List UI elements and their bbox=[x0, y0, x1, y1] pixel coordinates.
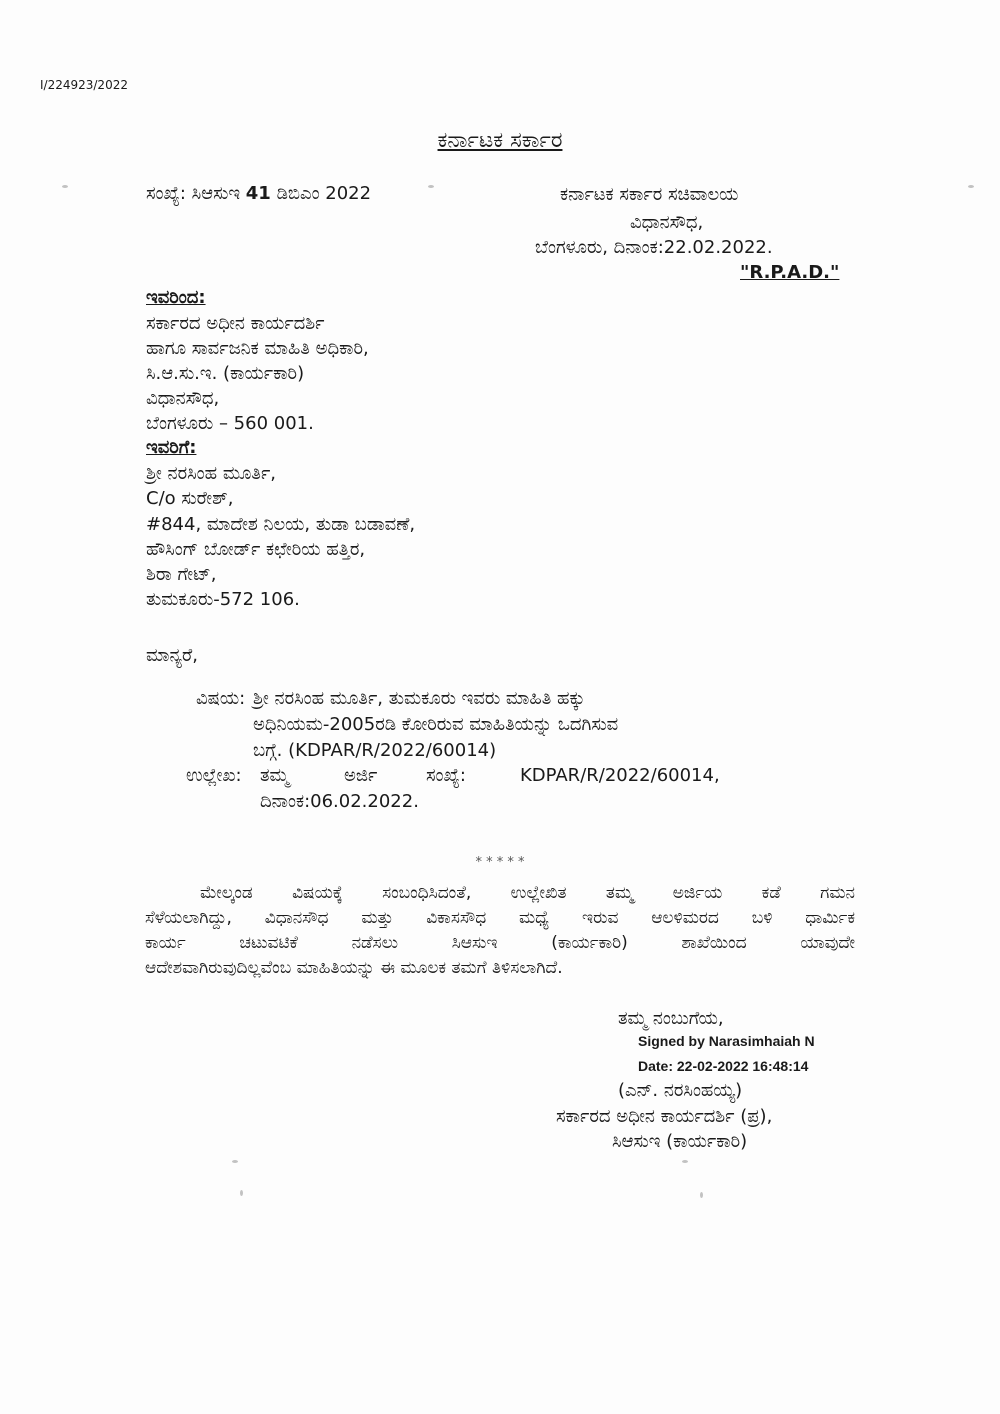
reference-word: ತಮ್ಮ bbox=[260, 765, 290, 786]
digital-signature-date: Date: 22-02-2022 16:48:14 bbox=[638, 1058, 809, 1074]
subject-label: ವಿಷಯ: bbox=[196, 688, 246, 709]
signatory-department: ಸಿಆಸುಇ (ಕಾರ್ಯಕಾರಿ) bbox=[612, 1131, 748, 1152]
subject-line-3: ಬಗ್ಗೆ. (KDPAR/R/2022/60014) bbox=[253, 740, 497, 761]
reference-label: ಉಲ್ಲೇಖ: bbox=[186, 765, 242, 786]
scan-speck bbox=[968, 185, 974, 188]
office-line-2: ವಿಧಾನಸೌಧ, bbox=[630, 212, 704, 233]
to-line: ಹೌಸಿಂಗ್ ಬೋರ್ಡ್ ಕಛೇರಿಯ ಹತ್ತಿರ, bbox=[146, 539, 366, 560]
signatory-name: (ಎನ್. ನರಸಿಂಹಯ್ಯ) bbox=[618, 1080, 743, 1101]
document-id: I/224923/2022 bbox=[40, 78, 128, 92]
scan-speck bbox=[428, 185, 434, 188]
reference-line-2: ದಿನಾಂಕ:06.02.2022. bbox=[260, 791, 419, 812]
to-line: C/o ಸುರೇಶ್, bbox=[146, 488, 234, 509]
from-label: ಇವರಿಂದ: bbox=[146, 287, 206, 308]
from-line: ವಿಧಾನಸೌಧ, bbox=[146, 388, 220, 409]
office-line-1: ಕರ್ನಾಟಕ ಸರ್ಕಾರ ಸಚಿವಾಲಯ bbox=[560, 184, 739, 205]
scan-speck bbox=[62, 185, 68, 188]
scan-speck bbox=[682, 1160, 688, 1163]
subject-line-2: ಅಧಿನಿಯಮ-2005ರಡಿ ಕೋರಿರುವ ಮಾಹಿತಿಯನ್ನು ಒದಗಿಸುವ bbox=[253, 714, 619, 735]
from-line: ಬೆಂಗಳೂರು – 560 001. bbox=[146, 413, 314, 434]
digital-signature-name: Signed by Narasimhaiah N bbox=[638, 1033, 815, 1049]
salutation: ಮಾನ್ಯರೆ, bbox=[146, 645, 198, 666]
to-line: ಶ್ರೀ ನರಸಿಂಹ ಮೂರ್ತಿ, bbox=[146, 463, 277, 484]
subject-line-1: ಶ್ರೀ ನರಸಿಂಹ ಮೂರ್ತಿ, ತುಮಕೂರು ಇವರು ಮಾಹಿತಿ ಹಕ್ಕು bbox=[253, 688, 585, 709]
ref-suffix: ಡಿಬಿಎಂ 2022 bbox=[276, 183, 372, 204]
reference-word: KDPAR/R/2022/60014, bbox=[520, 765, 720, 786]
to-line: #844, ಮಾದೇಶ ನಿಲಯ, ತುಡಾ ಬಡಾವಣೆ, bbox=[146, 514, 416, 535]
closing: ತಮ್ಮ ನಂಬುಗೆಯ, bbox=[618, 1008, 724, 1029]
from-line: ಹಾಗೂ ಸಾರ್ವಜನಿಕ ಮಾಹಿತಿ ಅಧಿಕಾರಿ, bbox=[146, 338, 369, 359]
reference-word: ಅರ್ಜಿ bbox=[344, 765, 378, 786]
to-line: ತುಮಕೂರು-572 106. bbox=[146, 589, 300, 610]
from-line: ಸರ್ಕಾರದ ಅಧೀನ ಕಾರ್ಯದರ್ಶಿ bbox=[146, 313, 325, 334]
to-line: ಶಿರಾ ಗೇಟ್, bbox=[146, 564, 217, 585]
from-line: ಸಿ.ಆ.ಸು.ಇ. (ಕಾರ್ಯಕಾರಿ) bbox=[146, 363, 305, 384]
body-line: ಕಾರ್ಯ ಚಟುವಟಿಕೆ ನಡೆಸಲು ಸಿಆಸುಇ (ಕಾರ್ಯಕಾರಿ) ಶಾಖೆಯಿಂದ ಯಾವುದೇ bbox=[145, 933, 855, 953]
to-label: ಇವರಿಗೆ: bbox=[146, 437, 197, 458]
rpad-mark: "R.P.A.D." bbox=[740, 262, 840, 283]
letter-title: ಕರ್ನಾಟಕ ಸರ್ಕಾರ bbox=[437, 128, 563, 153]
signatory-designation: ಸರ್ಕಾರದ ಅಧೀನ ಕಾರ್ಯದರ್ಶಿ (ಪ್ರ), bbox=[556, 1106, 773, 1127]
scan-speck bbox=[700, 1192, 703, 1198]
scan-speck bbox=[232, 1160, 238, 1163]
ref-number-bold: 41 bbox=[245, 183, 271, 204]
body-line: ಆದೇಶವಾಗಿರುವುದಿಲ್ಲವೆಂಬ ಮಾಹಿತಿಯನ್ನು ಈ ಮೂಲಕ ತಮಗೆ ತಿಳಿಸಲಾಗಿದೆ. bbox=[145, 958, 563, 978]
office-line-3: ಬೆಂಗಳೂರು, ದಿನಾಂಕ:22.02.2022. bbox=[535, 237, 773, 258]
body-line: ಸೆಳೆಯಲಾಗಿದ್ದು, ವಿಧಾನಸೌಧ ಮತ್ತು ವಿಕಾಸಸೌಧ ಮಧ್ಯೆ ಇರುವ ಆಲಳಿಮರದ ಬಳಿ ಧಾರ್ಮಿಕ bbox=[145, 908, 855, 928]
separator: * * * * * bbox=[475, 855, 525, 870]
scan-speck bbox=[240, 1190, 243, 1196]
reference-word: ಸಂಖ್ಯೆ: bbox=[426, 765, 466, 786]
reference-number bbox=[146, 183, 371, 204]
body-line: ಮೇಲ್ಕಂಡ ವಿಷಯಕ್ಕೆ ಸಂಬಂಧಿಸಿದಂತೆ, ಉಲ್ಲೇಖಿತ ತಮ್ಮ ಅರ್ಜಿಯ ಕಡೆ ಗಮನ bbox=[200, 883, 855, 903]
ref-prefix: ಸಂಖ್ಯೆ: ಸಿಆಸುಇ bbox=[146, 183, 241, 204]
